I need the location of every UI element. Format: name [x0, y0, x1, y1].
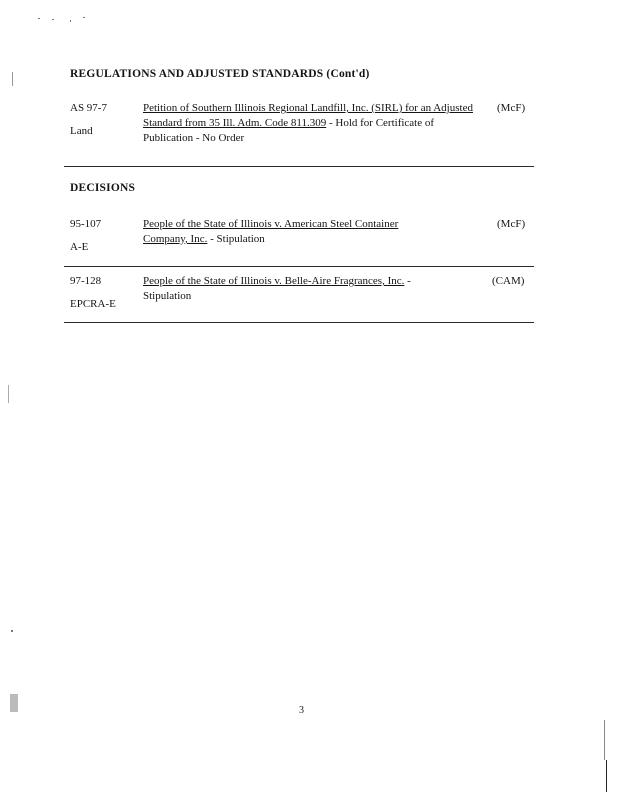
scan-edge-mark	[606, 760, 607, 792]
case-description	[143, 274, 453, 304]
case-action: - Stipulation	[207, 233, 265, 245]
board-member: (McF)	[497, 218, 526, 230]
scan-speck	[83, 17, 85, 18]
docket-number: AS 97-7	[70, 102, 107, 114]
docket-subject: A-E	[70, 241, 89, 253]
entry-divider	[64, 322, 534, 323]
scan-speck	[52, 19, 54, 20]
page-number: 3	[299, 705, 304, 716]
entry-divider	[64, 266, 534, 267]
docket-number: 95-107	[70, 218, 102, 230]
board-member: (CAM)	[492, 275, 525, 287]
docket-subject: Land	[70, 125, 93, 137]
docket-subject: EPCRA-E	[70, 298, 116, 310]
board-member: (McF)	[497, 102, 526, 114]
scan-speck	[11, 630, 13, 632]
scan-speck	[10, 694, 18, 712]
case-title: Petition of Southern Illinois Regional Landfill, Inc. (SIRL) for an Adjusted Standard from 35 Ill. Adm. Code 811.309	[143, 102, 473, 129]
section-heading-decisions: DECISIONS	[70, 182, 136, 194]
scan-speck	[8, 385, 9, 403]
case-action: - Hold for Certificate of Publication - No Order	[143, 117, 435, 144]
scan-speck	[38, 18, 40, 19]
section-heading-regulations: REGULATIONS AND ADJUSTED STANDARDS (Cont'd)	[70, 68, 370, 80]
case-description	[143, 101, 473, 146]
section-divider	[64, 166, 534, 167]
case-title: People of the State of Illinois v. American Steel Container Company, Inc.	[143, 218, 399, 245]
scan-speck	[12, 72, 13, 86]
scan-edge-mark	[604, 720, 605, 760]
scan-speck	[70, 20, 71, 22]
case-title: People of the State of Illinois v. Belle-Aire Fragrances, Inc.	[143, 275, 405, 287]
docket-number: 97-128	[70, 275, 102, 287]
case-action: - Stipulation	[143, 275, 411, 302]
case-description	[143, 217, 443, 247]
